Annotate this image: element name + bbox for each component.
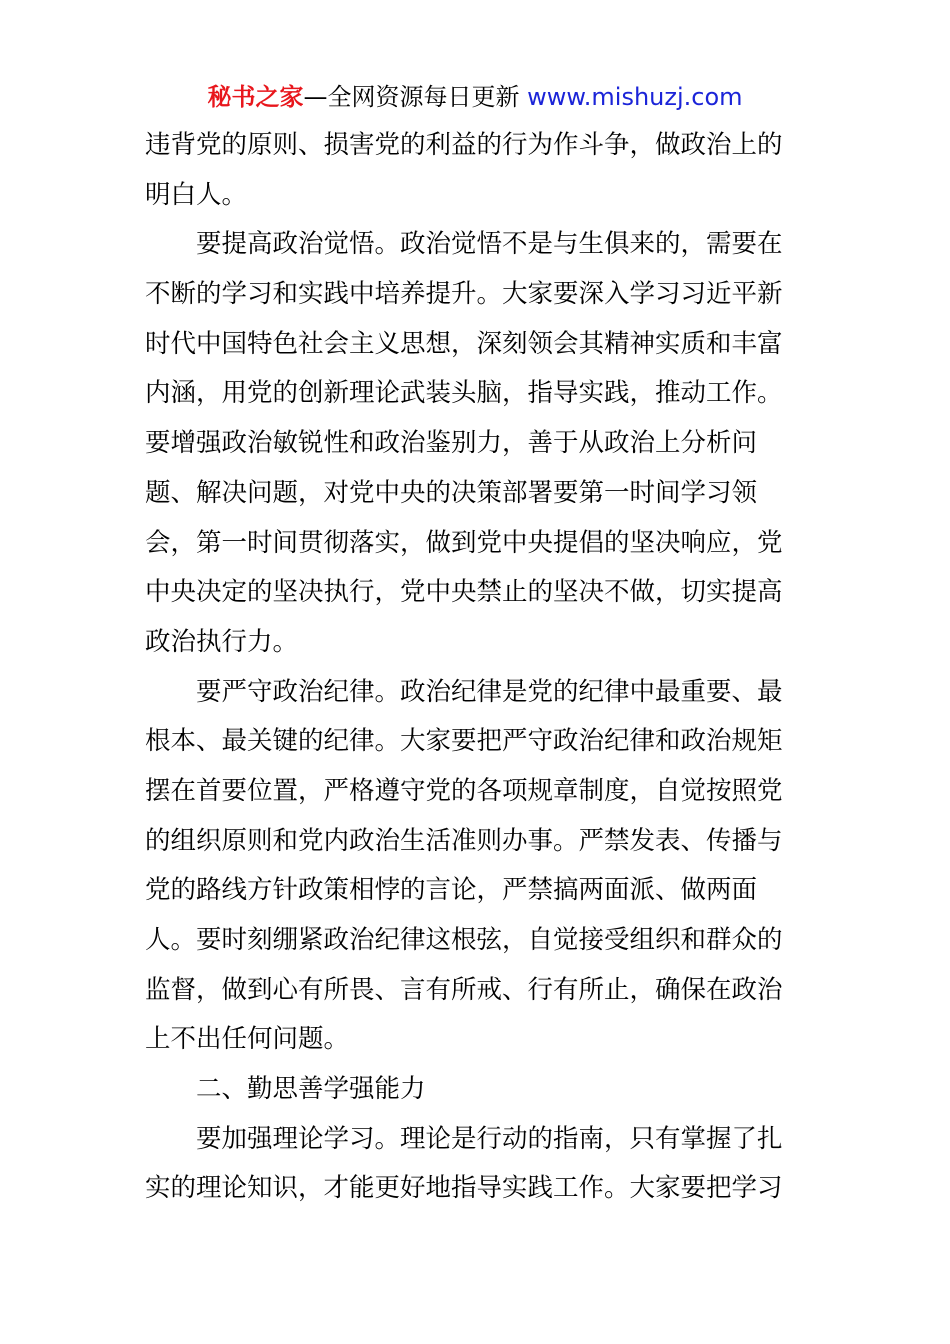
text-line: 会，第一时间贯彻落实，做到党中央提倡的坚决响应，党 bbox=[145, 527, 783, 558]
text-line: 上不出任何问题。 bbox=[145, 1024, 350, 1055]
paragraph-start-line: 要加强理论学习。理论是行动的指南，只有掌握了扎 bbox=[196, 1123, 783, 1154]
page-header bbox=[0, 80, 950, 114]
text-line: 时代中国特色社会主义思想，深刻领会其精神实质和丰富 bbox=[145, 328, 783, 359]
text-line: 根本、最关键的纪律。大家要把严守政治纪律和政治规矩 bbox=[145, 726, 783, 757]
paragraph-start-line: 要提高政治觉悟。政治觉悟不是与生俱来的，需要在 bbox=[196, 229, 783, 260]
text-line: 政治执行力。 bbox=[145, 626, 299, 657]
document-body bbox=[145, 121, 810, 1214]
text-line: 不断的学习和实践中培养提升。大家要深入学习习近平新 bbox=[145, 279, 783, 310]
text-line: 中央决定的坚决执行，党中央禁止的坚决不做，切实提高 bbox=[145, 577, 783, 608]
brand-name: 秘书之家 bbox=[207, 83, 304, 111]
header-tagline: —全网资源每日更新 bbox=[303, 83, 528, 111]
text-line: 违背党的原则、损害党的利益的行为作斗争，做政治上的 bbox=[145, 130, 783, 160]
text-line: 实的理论知识，才能更好地指导实践工作。大家要把学习 bbox=[145, 1173, 783, 1204]
text-line: 人。要时刻绷紧政治纪律这根弦，自觉接受组织和群众的 bbox=[145, 925, 783, 955]
site-url: www.mishuzj.com bbox=[527, 83, 743, 111]
text-line: 的组织原则和党内政治生活准则办事。严禁发表、传播与 bbox=[145, 825, 783, 856]
text-line: 监督，做到心有所畏、言有所戒、行有所止，确保在政治 bbox=[145, 974, 783, 1005]
text-line: 党的路线方针政策相悖的言论，严禁搞两面派、做两面 bbox=[145, 875, 758, 906]
text-line: 题、解决问题，对党中央的决策部署要第一时间学习领 bbox=[145, 477, 758, 508]
paragraph-start-line: 要严守政治纪律。政治纪律是党的纪律中最重要、最 bbox=[196, 676, 783, 707]
text-line: 内涵，用党的创新理论武装头脑，指导实践，推动工作。 bbox=[145, 378, 783, 409]
text-line: 明白人。 bbox=[145, 179, 248, 210]
section-heading: 二、勤思善学强能力 bbox=[196, 1074, 426, 1105]
text-line: 要增强政治敏锐性和政治鉴别力，善于从政治上分析问 bbox=[145, 428, 758, 459]
text-line: 摆在首要位置，严格遵守党的各项规章制度，自觉按照党 bbox=[145, 775, 783, 806]
